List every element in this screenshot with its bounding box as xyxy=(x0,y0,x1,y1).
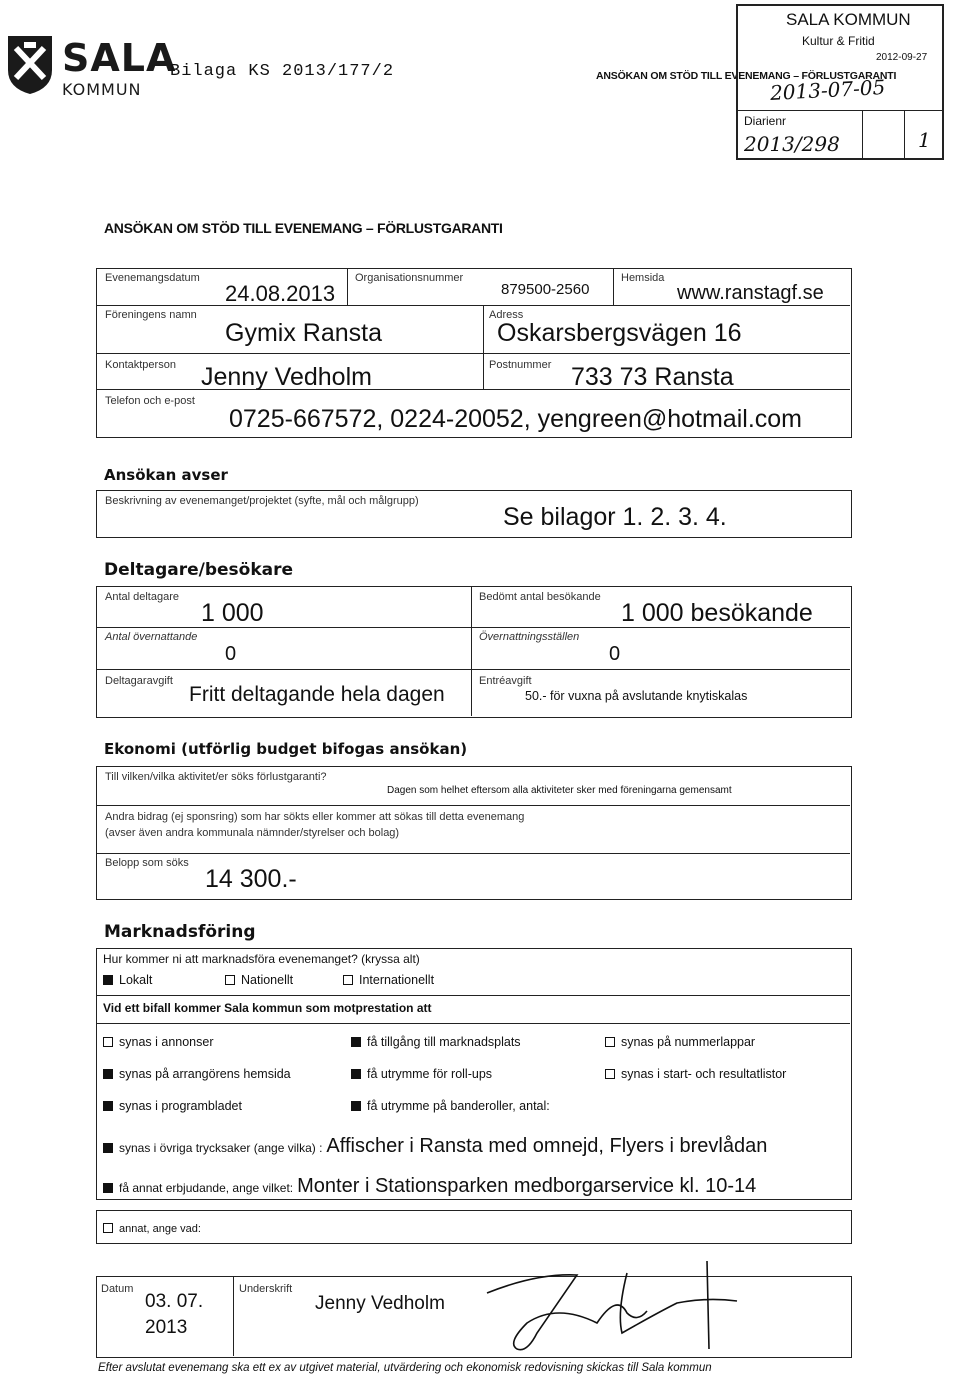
participants-count-label: Antal deltagare xyxy=(105,591,179,603)
economy-box xyxy=(96,766,852,900)
phone-value: 0725-667572, 0224-20052, yengreen@hotmail.com xyxy=(229,405,802,433)
stamp-dept: Kultur & Fritid xyxy=(802,34,875,48)
date-value-line1: 03. 07. xyxy=(145,1291,204,1312)
date-value-line2: 2013 xyxy=(145,1317,188,1338)
other-label: annat, ange vad: xyxy=(119,1223,201,1235)
counter-option xyxy=(605,1035,755,1049)
signature-name: Jenny Vedholm xyxy=(315,1293,445,1314)
sala-logo xyxy=(0,28,177,108)
checkbox-empty-icon xyxy=(605,1069,615,1079)
offer-value: Monter i Stationsparken medborgarservice kl. 10-14 xyxy=(297,1175,757,1197)
scope-label: Lokalt xyxy=(119,973,153,987)
counter-heading: Vid ett bifall kommer Sala kommun som motprestation att xyxy=(103,1001,432,1015)
contact-value: Jenny Vedholm xyxy=(201,363,372,391)
counter-label: synas på nummerlappar xyxy=(621,1035,756,1049)
top-title: ANSÖKAN OM STÖD TILL EVENEMANG – FÖRLUSTGARANTI xyxy=(596,70,897,82)
checkbox-checked-icon xyxy=(103,1069,113,1079)
counter-option xyxy=(103,1099,242,1113)
activity-label: Till vilken/vilka aktivitet/er söks förlustgaranti? xyxy=(105,771,327,783)
counter-label: få utrymme på banderoller, antal: xyxy=(367,1099,550,1113)
print-option xyxy=(103,1135,767,1158)
stamp-date-printed: 2012-09-27 xyxy=(876,52,928,63)
counter-option xyxy=(103,1035,214,1049)
checkbox-empty-icon xyxy=(103,1223,113,1233)
application-box xyxy=(96,490,852,538)
checkbox-checked-icon xyxy=(103,1101,113,1111)
overnight-label: Antal övernattande xyxy=(105,631,198,643)
contact-label: Kontaktperson xyxy=(105,359,176,371)
checkbox-empty-icon xyxy=(605,1037,615,1047)
signature-label: Underskrift xyxy=(239,1283,293,1295)
print-label: synas i övriga trycksaker (ange vilka) : xyxy=(119,1141,323,1155)
logo-sub: KOMMUN xyxy=(62,80,142,99)
scope-option xyxy=(103,973,152,987)
checkbox-checked-icon xyxy=(103,975,113,985)
checkbox-checked-icon xyxy=(351,1069,361,1079)
entry-label: Entréavgift xyxy=(479,675,532,687)
logo-word: SALA xyxy=(62,36,177,80)
counter-label: få tillgång till marknadsplats xyxy=(367,1035,521,1049)
application-desc-label: Beskrivning av evenemanget/projektet (syfte, mål och målgrupp) xyxy=(105,495,419,507)
offer-label: få annat erbjudande, ange vilket: xyxy=(119,1181,294,1195)
marketing-heading: Marknadsföring xyxy=(104,922,256,942)
counter-label: synas i annonser xyxy=(119,1035,214,1049)
counter-option xyxy=(351,1099,550,1113)
print-value: Affischer i Ransta med omnejd, Flyers i brevlådan xyxy=(326,1135,768,1157)
entry-value: 50.- för vuxna på avslutande knytiskalas xyxy=(525,689,748,703)
footer-note: Efter avslutat evenemang ska ett ex av utgivet material, utvärdering och ekonomisk redovisning skickas till Sala kommun xyxy=(98,1362,712,1374)
checkbox-empty-icon xyxy=(103,1037,113,1047)
org-name-value: Gymix Ransta xyxy=(225,319,382,347)
counter-label: synas på arrangörens hemsida xyxy=(119,1067,291,1081)
participants-box xyxy=(96,586,852,718)
scope-option xyxy=(343,973,434,987)
postal-value: 733 73 Ransta xyxy=(571,363,734,391)
marketing-box xyxy=(96,948,852,1200)
overnight-value: 0 xyxy=(225,643,237,665)
marketing-question: Hur kommer ni att marknadsföra evenemanget? (kryssa alt) xyxy=(103,952,420,966)
amount-label: Belopp som söks xyxy=(105,857,189,869)
other-grants-label-1: Andra bidrag (ej sponsring) som har sökts eller kommer att sökas till detta evenemang xyxy=(105,811,525,823)
checkbox-checked-icon xyxy=(103,1183,113,1193)
application-desc-value: Se bilagor 1. 2. 3. 4. xyxy=(503,503,727,531)
participants-heading: Deltagare/besökare xyxy=(104,560,294,580)
scope-label: Internationellt xyxy=(359,973,435,987)
homepage-value: www.ranstagf.se xyxy=(677,282,824,304)
checkbox-checked-icon xyxy=(103,1143,113,1153)
event-date-label: Evenemangsdatum xyxy=(105,272,200,284)
activity-value: Dagen som helhet eftersom alla aktiviteter sker med föreningarna gemensamt xyxy=(387,785,732,796)
handwritten-signature-icon xyxy=(477,1253,797,1363)
lodging-label: Övernattningsställen xyxy=(479,631,580,643)
org-number-label: Organisationsnummer xyxy=(355,272,464,284)
org-name-label: Föreningens namn xyxy=(105,309,197,321)
checkbox-empty-icon xyxy=(343,975,353,985)
counter-option xyxy=(351,1035,521,1049)
address-value: Oskarsbergsvägen 16 xyxy=(497,319,742,347)
checkbox-empty-icon xyxy=(225,975,235,985)
economy-heading: Ekonomi (utförlig budget bifogas ansökan) xyxy=(104,740,468,758)
phone-label: Telefon och e-post xyxy=(105,395,195,407)
stamp-diarienr-value: 2013/298 xyxy=(744,132,840,156)
doc-reference: Bilaga KS 2013/177/2 xyxy=(170,62,395,81)
counter-label: få utrymme för roll-ups xyxy=(367,1067,493,1081)
form-title: ANSÖKAN OM STÖD TILL EVENEMANG – FÖRLUSTGARANTI xyxy=(104,220,503,236)
other-grants-label-2: (avser även andra kommunala nämnder/styrelser och bolag) xyxy=(105,827,400,839)
counter-option xyxy=(351,1067,492,1081)
scope-option xyxy=(225,973,293,987)
visitors-label: Bedömt antal besökande xyxy=(479,591,601,603)
checkbox-checked-icon xyxy=(351,1101,361,1111)
scope-label: Nationellt xyxy=(241,973,294,987)
stamp-diarienr-label: Diarienr xyxy=(744,114,787,128)
offer-option xyxy=(103,1175,756,1198)
homepage-label: Hemsida xyxy=(621,272,665,284)
date-label: Datum xyxy=(101,1283,134,1295)
address-label: Adress xyxy=(489,309,524,321)
postal-label: Postnummer xyxy=(489,359,552,371)
org-number-value: 879500-2560 xyxy=(501,281,590,298)
other-box xyxy=(96,1210,852,1244)
counter-label: synas i start- och resultatlistor xyxy=(621,1067,787,1081)
registry-stamp xyxy=(736,4,944,160)
org-info-box xyxy=(96,268,852,438)
amount-value: 14 300.- xyxy=(205,865,297,893)
stamp-org: SALA KOMMUN xyxy=(786,10,911,29)
lodging-value: 0 xyxy=(609,643,621,665)
fee-value: Fritt deltagande hela dagen xyxy=(189,683,445,706)
fee-label: Deltagaravgift xyxy=(105,675,173,687)
counter-option xyxy=(103,1067,291,1081)
other-option xyxy=(103,1221,201,1235)
application-heading: Ansökan avser xyxy=(104,466,228,484)
signature-box xyxy=(96,1276,852,1358)
stamp-date-handwritten: 2013-07-05 xyxy=(769,74,886,106)
checkbox-checked-icon xyxy=(351,1037,361,1047)
counter-label: synas i programbladet xyxy=(119,1099,242,1113)
visitors-value: 1 000 besökande xyxy=(621,599,813,627)
participants-count-value: 1 000 xyxy=(201,599,264,627)
counter-option xyxy=(605,1067,786,1081)
stamp-index: 1 xyxy=(918,128,931,152)
event-date-value: 24.08.2013 xyxy=(225,281,336,306)
sala-crest-icon xyxy=(4,34,56,96)
